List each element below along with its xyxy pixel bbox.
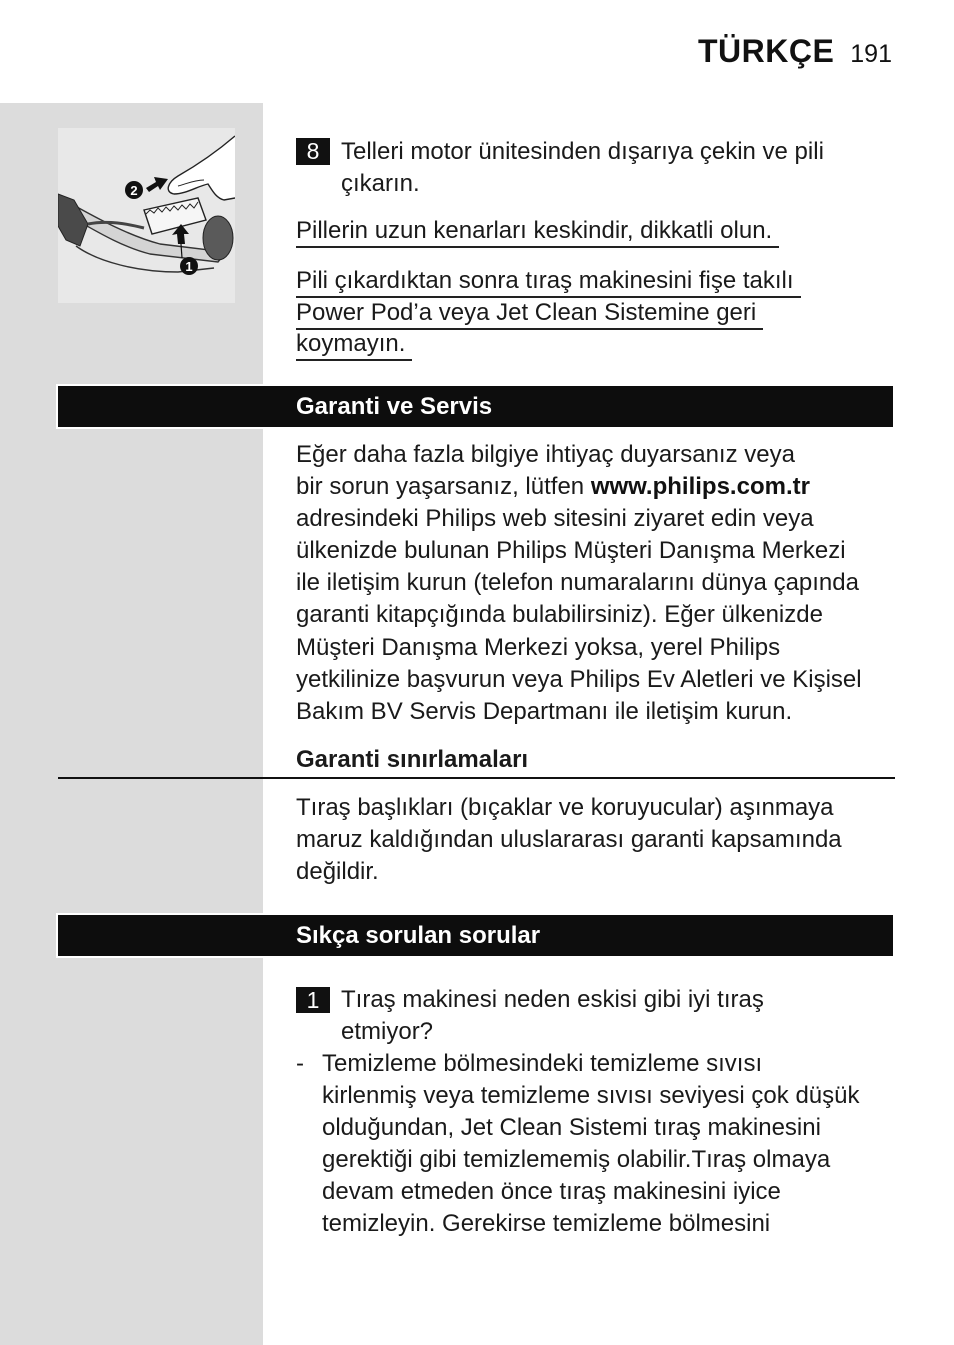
subsection-title: Garanti sınırlamaları [296,746,529,773]
arrow-right-icon [146,177,168,192]
text-line-with-link [296,471,862,503]
text-line: adresindeki Philips web sitesini ziyaret edin veya [296,505,814,533]
underlined-text: Pili çıkardıktan sonra tıraş makinesini fişe takılı [296,266,801,298]
text-line: ile iletişim kurun (telefon numaralarını dünya çapında [296,569,859,597]
text-line: Eğer daha fazla bilgiye ihtiyaç duyarsanız veya [296,441,795,468]
battery-removal-illustration [58,128,235,303]
answer-1-text [322,1048,860,1240]
subsection-divider [58,777,895,779]
page-number: 191 [850,40,892,68]
text-line: maruz kaldığından uluslararası garanti kapsamında [296,826,842,853]
warning-do-not-reinsert [296,265,801,360]
step-number-badge: 8 [296,138,330,165]
text-line: etmiyor? [341,1018,434,1045]
step-8-text [341,136,824,200]
text-line: Telleri motor ünitesinden dışarıya çekin ve pili [341,138,824,165]
text-line: ülkenizde bulunan Philips Müşteri Danışma Merkezi [296,537,846,565]
hand-sketch [168,136,235,200]
warning-line [296,265,801,297]
text-line: kirlenmiş veya temizleme sıvısı seviyesi çok düşük [322,1082,860,1109]
section-title: Sıkça sorulan sorular [296,922,541,949]
warranty-paragraph [296,439,862,728]
text-line: Müşteri Danışma Merkezi yoksa, yerel Philips [296,633,781,661]
illustration-svg [58,128,235,303]
text-line: Bakım BV Servis Departmanı ile iletişim kurun. [296,697,793,725]
question-1-text [341,984,764,1048]
text-line: Tıraş makinesi neden eskisi gibi iyi tıraş [341,986,764,1013]
shaver-right-part-sketch [203,216,233,260]
warning-line [296,215,779,247]
section-bar-faq [58,915,893,956]
section-bar-warranty [58,386,893,427]
underlined-text: koymayın. [296,329,412,361]
callout-number-2: 2 [130,183,138,198]
text-line: yetkilinize başvurun veya Philips Ev Aletleri ve Kişisel [296,665,862,693]
warning-sharp-edges [296,215,779,247]
shaver-left-part-sketch [58,194,88,246]
bullet-dash: - [296,1050,304,1077]
text-line: Tıraş başlıkları (bıçaklar ve koruyucular) aşınmaya [296,794,834,821]
text-line: garanti kitapçığında bulabilirsiniz). Eğer ülkenizde [296,601,823,629]
warning-line [296,328,801,360]
underlined-text: Pillerin uzun kenarları keskindir, dikkatli olun. [296,216,779,248]
question-number-badge: 1 [296,987,330,1013]
page-header [698,33,892,70]
text-line: devam etmeden önce tıraş makinesini iyice [322,1178,781,1205]
callout-number-1: 1 [185,259,193,274]
text-line: gerektiği gibi temizlememiş olabilir.Tıraş olmaya [322,1146,831,1173]
philips-website-link[interactable]: www.philips.com.tr [590,473,810,501]
section-title: Garanti ve Servis [296,393,493,420]
text-line: çıkarın. [341,170,420,197]
text-fragment: bir sorun yaşarsanız, lütfen [296,473,585,501]
language-title: TÜRKÇE [697,33,835,69]
underlined-text: Power Pod’a veya Jet Clean Sistemine geri [296,298,763,330]
limitations-paragraph [296,792,842,888]
text-line: temizleyin. Gerekirse temizleme bölmesini [322,1210,771,1237]
text-line: Temizleme bölmesindeki temizleme sıvısı [322,1050,763,1077]
text-line: değildir. [296,858,379,885]
warning-line [296,297,801,329]
text-line: olduğundan, Jet Clean Sistemi tıraş makinesini [322,1114,821,1141]
